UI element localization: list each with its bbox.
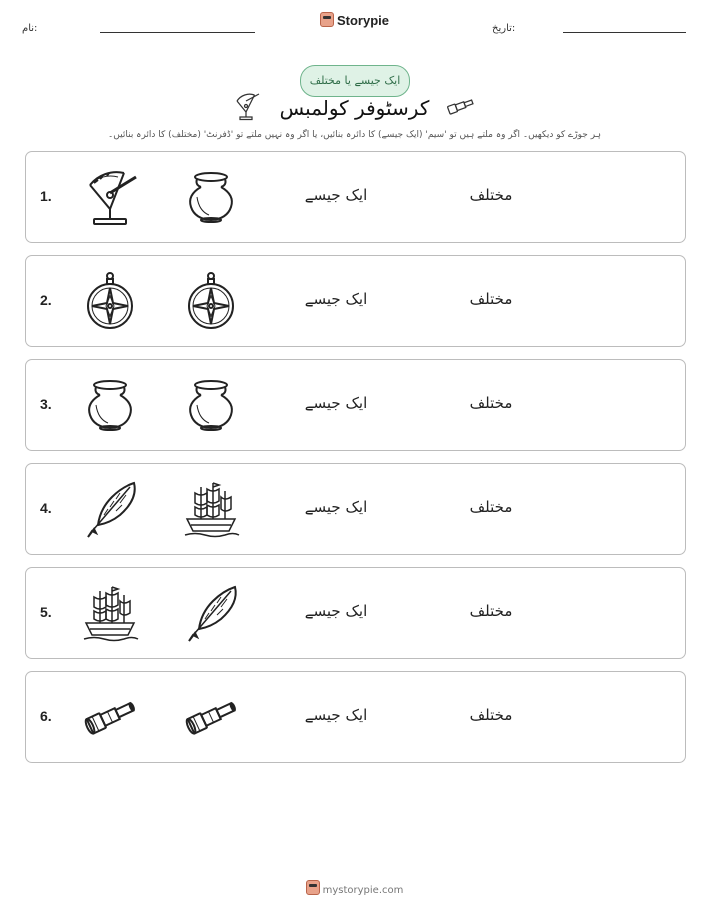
telescope-icon <box>446 94 476 118</box>
date-label: تاریخ: <box>492 23 516 34</box>
ship-icon <box>80 583 140 643</box>
telescope-icon <box>181 687 241 747</box>
name-line[interactable] <box>100 32 255 33</box>
question-number: 1. <box>40 188 52 204</box>
brand-name: Storypie <box>336 13 389 28</box>
storypie-logo-icon <box>320 12 334 27</box>
footer-url: mystorypie.com <box>322 885 404 896</box>
question-number: 3. <box>40 396 52 412</box>
different-option[interactable]: مختلف <box>469 498 513 516</box>
different-option[interactable]: مختلف <box>469 394 513 412</box>
compass-icon <box>181 271 241 331</box>
same-option[interactable]: ایک جیسے <box>304 498 368 516</box>
pot-icon <box>181 375 241 435</box>
same-option[interactable]: ایک جیسے <box>304 186 368 204</box>
worksheet-type-badge: ایک جیسے یا مختلف <box>300 65 410 97</box>
ship-icon <box>181 479 241 539</box>
instructions: ہر جوڑے کو دیکھیں۔ اگر وہ ملتے ہیں تو 'سیم' (ایک جیسے) کا دائرہ بنائیں، یا اگر وہ نہیں ملتے تو 'ڈفرنٹ' (مختلف) کا دائرہ بنائیں۔ <box>108 130 601 140</box>
page-title: کرسٹوفر کولمبس <box>279 96 430 120</box>
compass-icon <box>80 271 140 331</box>
quill-icon <box>181 583 241 643</box>
different-option[interactable]: مختلف <box>469 186 513 204</box>
pot-icon <box>80 375 140 435</box>
question-number: 4. <box>40 500 52 516</box>
name-label: نام: <box>22 23 38 34</box>
question-number: 2. <box>40 292 52 308</box>
same-option[interactable]: ایک جیسے <box>304 602 368 620</box>
sextant-icon <box>80 167 140 227</box>
storypie-logo-icon <box>306 880 320 895</box>
question-number: 5. <box>40 604 52 620</box>
different-option[interactable]: مختلف <box>469 706 513 724</box>
same-option[interactable]: ایک جیسے <box>304 394 368 412</box>
question-row <box>25 359 686 451</box>
question-row <box>25 567 686 659</box>
question-row <box>25 151 686 243</box>
question-row <box>25 671 686 763</box>
question-row <box>25 255 686 347</box>
different-option[interactable]: مختلف <box>469 290 513 308</box>
pot-icon <box>181 167 241 227</box>
quill-icon <box>80 479 140 539</box>
footer <box>0 880 709 896</box>
question-number: 6. <box>40 708 52 724</box>
date-line[interactable] <box>563 32 686 33</box>
same-option[interactable]: ایک جیسے <box>304 290 368 308</box>
telescope-icon <box>80 687 140 747</box>
brand-logo <box>0 12 709 28</box>
question-row <box>25 463 686 555</box>
different-option[interactable]: مختلف <box>469 602 513 620</box>
same-option[interactable]: ایک جیسے <box>304 706 368 724</box>
